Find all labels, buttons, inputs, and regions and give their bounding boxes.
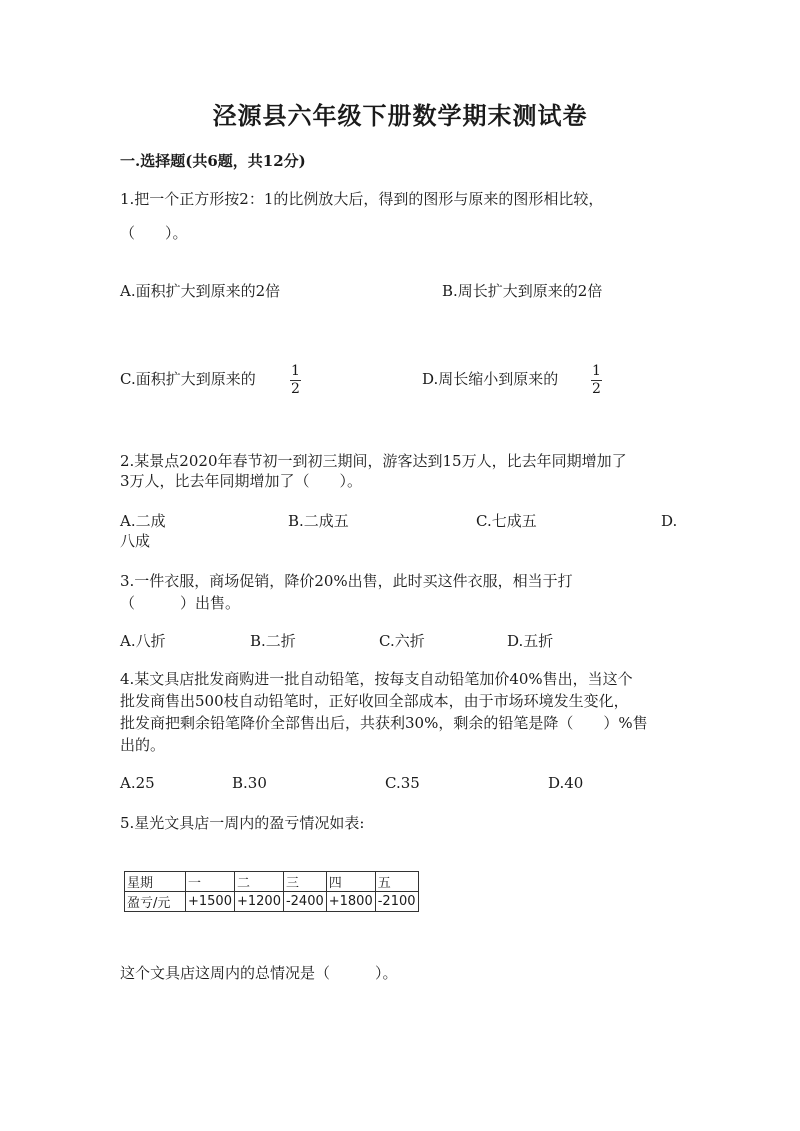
q1-option-d: D.周长缩小到原来的	[422, 370, 559, 388]
table-cell: 三	[283, 872, 326, 892]
page-title: 泾源县六年级下册数学期末测试卷	[212, 101, 588, 130]
q4-option-d: D.40	[548, 774, 584, 792]
q2-option-c: C.七成五	[476, 512, 537, 530]
q3-option-d: D.五折	[507, 632, 554, 650]
q4-option-b: B.30	[232, 774, 267, 792]
table-cell: 四	[326, 872, 375, 892]
q2-option-d-text: 八成	[120, 532, 151, 550]
q3-option-a: A.八折	[120, 632, 166, 650]
table-cell: 二	[234, 872, 283, 892]
q3-option-c: C.六折	[379, 632, 425, 650]
table-cell: 星期	[125, 872, 186, 892]
table-header-row	[125, 872, 419, 892]
table-row	[125, 892, 419, 912]
q2-option-a: A.二成	[120, 512, 166, 530]
q4-stem-line1: 4.某文具店批发商购进一批自动铅笔，按每支自动铅笔加价40%售出，当这个	[120, 670, 633, 688]
section-heading: 一.选择题(共6题，共12分)	[120, 152, 306, 170]
q4-option-c: C.35	[385, 774, 420, 792]
q4-stem-line2: 批发商售出500枝自动铅笔时，正好收回全部成本，由于市场环境发生变化，	[120, 692, 629, 710]
table-cell: -2100	[375, 892, 418, 912]
table-cell: 五	[375, 872, 418, 892]
table-cell: +1500	[186, 892, 235, 912]
q2-stem-line2: 3万人，比去年同期增加了（ ）。	[120, 472, 363, 490]
profit-loss-table	[124, 871, 419, 912]
q4-stem-line3: 批发商把剩余铅笔降价全部售出后，共获利30%，剩余的铅笔是降（ ）%售	[120, 714, 648, 732]
q1-option-c-fraction	[290, 364, 301, 397]
fraction-denominator: 2	[592, 381, 601, 397]
q1-stem-line2: （ ）。	[120, 224, 188, 242]
table-cell: +1800	[326, 892, 375, 912]
table-cell: +1200	[234, 892, 283, 912]
q2-option-b: B.二成五	[288, 512, 349, 530]
q4-option-a: A.25	[120, 774, 155, 792]
q3-option-b: B.二折	[250, 632, 296, 650]
q3-stem-line2: （ ）出售。	[120, 594, 241, 612]
table-cell: 盈亏/元	[125, 892, 186, 912]
q1-option-a: A.面积扩大到原来的2倍	[120, 282, 281, 300]
fraction-numerator: 1	[291, 363, 300, 379]
q5-stem: 5.星光文具店一周内的盈亏情况如表:	[120, 814, 365, 832]
table-cell: -2400	[283, 892, 326, 912]
q2-option-d-letter: D.	[661, 512, 678, 530]
q3-stem-line1: 3.一件衣服，商场促销，降价20%出售，此时买这件衣服，相当于打	[120, 572, 573, 590]
q1-option-c: C.面积扩大到原来的	[120, 370, 256, 388]
q2-stem-line1: 2.某景点2020年春节初一到初三期间，游客达到15万人，比去年同期增加了	[120, 452, 627, 470]
fraction-denominator: 2	[291, 381, 300, 397]
table-cell: 一	[186, 872, 235, 892]
q1-option-d-fraction	[591, 364, 602, 397]
q5-question: 这个文具店这周内的总情况是（ ）。	[120, 964, 398, 982]
q1-stem-line1: 1.把一个正方形按2：1的比例放大后，得到的图形与原来的图形相比较，	[120, 190, 604, 208]
q4-stem-line4: 出的。	[120, 736, 166, 754]
q1-option-b: B.周长扩大到原来的2倍	[442, 282, 603, 300]
fraction-numerator: 1	[592, 363, 601, 379]
